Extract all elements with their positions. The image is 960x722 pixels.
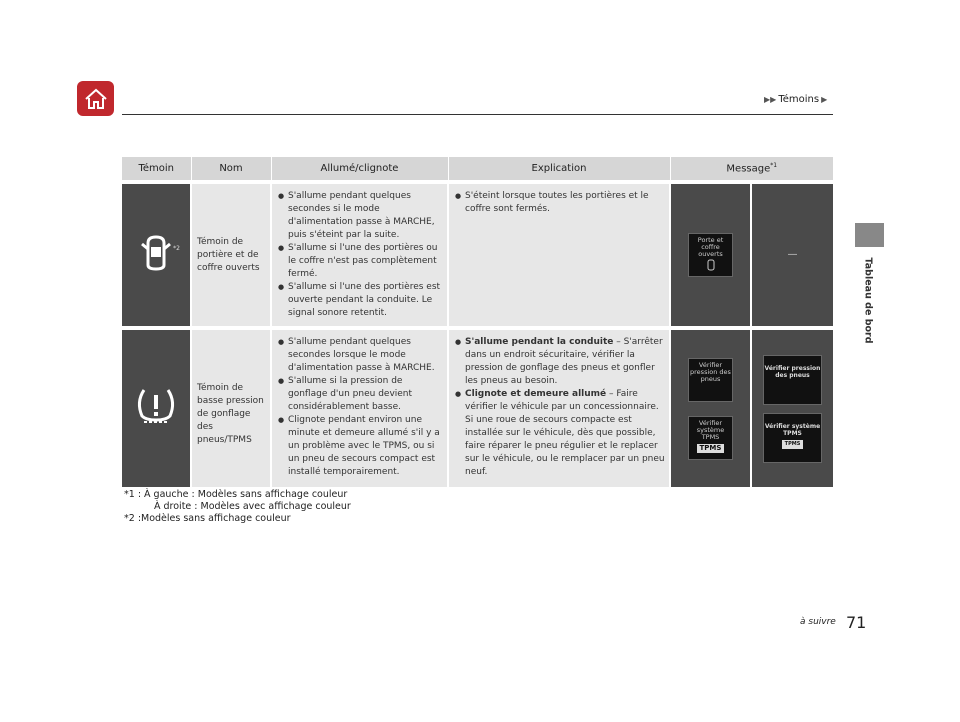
continued-label: à suivre [800,617,836,627]
list-item: ● S'allume pendant quelques secondes lorsque le mode d'alimentation passe à MARCHE. [278,336,443,375]
list-item: ● S'allume si l'une des portières ou le coffre n'est pas complètement fermé. [278,242,443,281]
side-tab-marker [855,223,884,247]
indicator-name: Témoin de basse pression de gonflage des pneus/TPMS [191,330,271,487]
message-display: Vérifier système TPMS TPMS [763,413,822,463]
header-explication: Explication [448,157,670,180]
tpms-warning-icon [134,384,178,428]
list-item: ● S'allume pendant la conduite – S'arrêter dans un endroit sécuritaire, vérifier la pression de gonflage des pneus et gonfler les pneus au besoin. [455,336,665,388]
header-message: Message$^{*1}$ [670,157,833,180]
message-display-cell [670,330,751,487]
message-display: Porte et coffre ouverts [688,233,733,277]
header-divider [122,114,833,115]
indicator-icon-cell: *2 [122,184,191,326]
message-display: Vérifier pression des pneus [763,355,822,405]
door-trunk-open-icon [139,233,173,273]
allume-cell [271,184,448,326]
arrow-right-icon: ▶ [821,95,828,104]
message-color-cell: — [751,184,833,326]
indicator-name: Témoin de portière et de coffre ouverts [191,184,271,326]
breadcrumb [764,94,827,105]
header-temoin: Témoin [122,157,191,180]
indicator-icon-cell [122,330,191,487]
list-item: ● Clignote et demeure allumé – Faire vérifier le véhicule par un concessionnaire. Si une roue de secours compacte est installée sur le véhicule, dès que possible, faire réparer le pneu régulier et le replacer sur le véhicule, ou le remplacer par un pneu neuf. [455,388,665,479]
message-display: Vérifier système TPMS TPMS [688,416,733,460]
breadcrumb-link[interactable]: Témoins [778,94,820,105]
footnote-1: *1 : À gauche : Modèles sans affichage couleur [124,489,348,500]
explication-cell [448,330,670,487]
message-display: Vérifier pression des pneus [688,358,733,402]
footnote-2: *2 :Modèles sans affichage couleur [124,513,291,524]
arrow-right-icon: ▶▶ [764,95,777,104]
table-row [122,184,833,326]
door-trunk-open-icon [704,258,718,272]
list-item: ● Clignote pendant environ une minute et demeure allumé s'il y a un problème avec le TPMS, ou si un pneu de secours compact est installé temporairement. [278,414,443,479]
table-header-row [122,157,833,180]
footnote-1-continued: À droite : Modèles avec affichage couleur [154,501,351,512]
home-button[interactable] [77,81,114,116]
message-display-cell [670,184,751,326]
list-item: ● S'allume si l'une des portières est ouverte pendant la conduite. Le signal sonore retentit. [278,281,443,320]
table-row [122,330,833,487]
header-nom: Nom [191,157,271,180]
home-icon [83,87,109,111]
page-number: 71 [846,613,867,632]
header-allume: Allumé/clignote [271,157,448,180]
footnotes [124,489,351,525]
list-item: ● S'allume si la pression de gonflage d'un pneu devient considérablement basse. [278,375,443,414]
side-tab-label[interactable]: Tableau de bord [862,256,874,344]
allume-cell [271,330,448,487]
message-color-cell [751,330,833,487]
indicator-table [122,157,833,487]
list-item: ● S'allume pendant quelques secondes si le mode d'alimentation passe à MARCHE, puis s'éteint par la suite. [278,190,443,242]
explication-cell [448,184,670,326]
list-item: ● S'éteint lorsque toutes les portières et le coffre sont fermés. [455,190,665,216]
